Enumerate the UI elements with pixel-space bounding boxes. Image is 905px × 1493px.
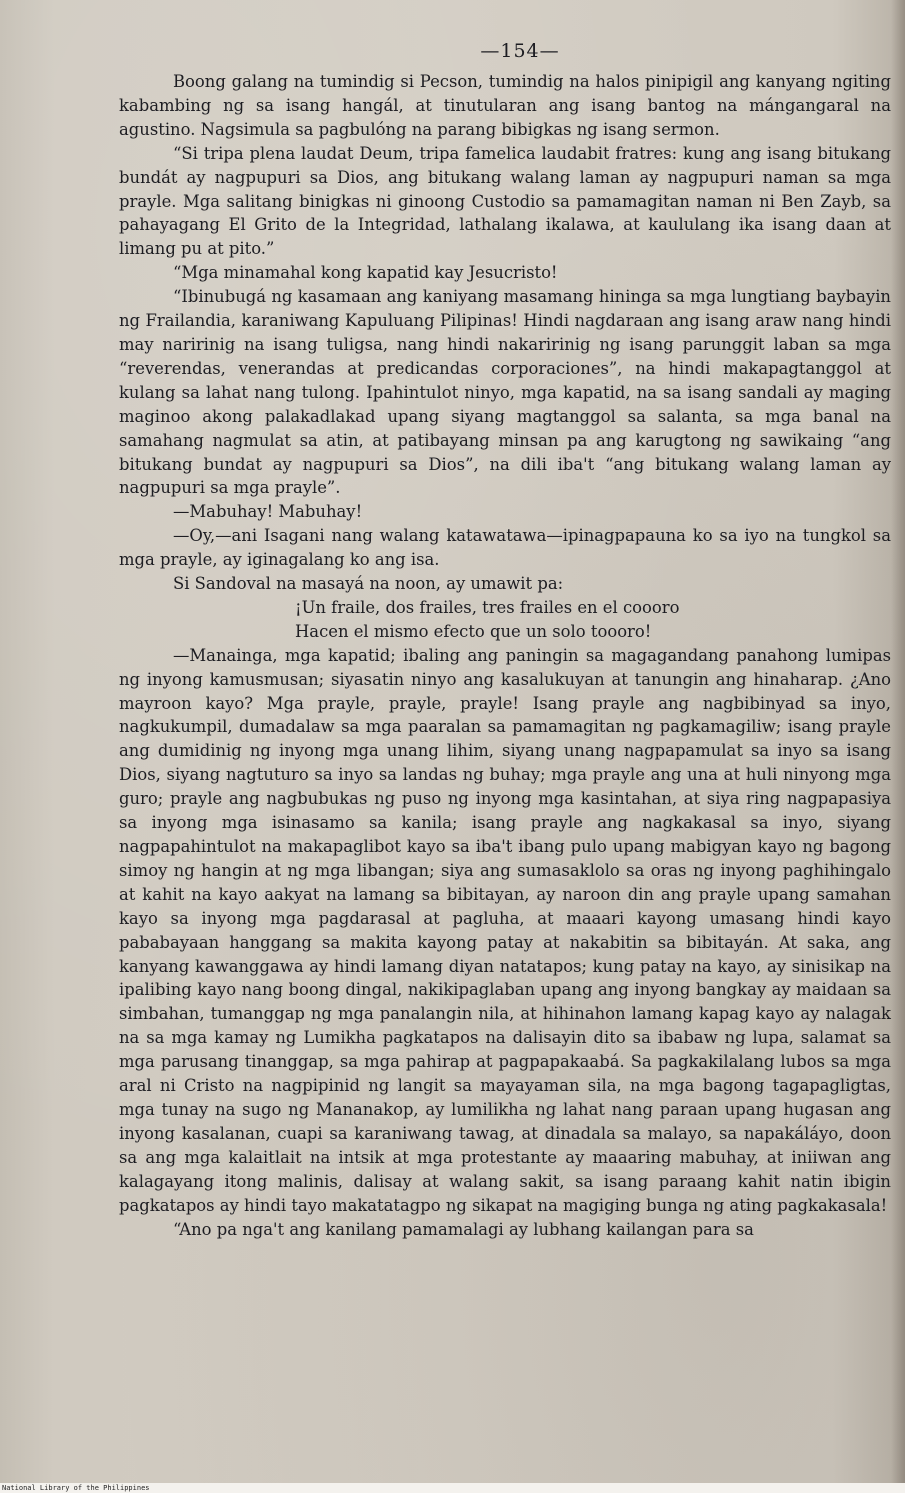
verse-line: ¡Un fraile, dos frailes, tres frailes en el coooro: [295, 597, 680, 617]
verse-line: Hacen el mismo efecto que un solo toooro!: [295, 621, 652, 641]
paragraph-salutation: “Mga minamahal kong kapatid kay Jesucristo!: [173, 263, 558, 283]
paragraph-tripa-plena: “Si tripa plena laudat Deum, tripa famelica laudabit fratres: kung ang isang bitukang bundát ay nagpupuri sa Dios, ang bitukang walang laman ay nagpupuri naman sa mga prayle. Mga salitang binigkas ni ginoong Custodio sa pamamagitan naman ni Ben Zayb, sa pahayagang El Grito de la Integridad, lathalang ikalawa, at kaululang ika isang daan at limang pu at pito.”: [119, 143, 891, 259]
paragraph-sandoval: Si Sandoval na masayá na noon, ay umawit pa:: [173, 574, 564, 594]
page-number: —154—: [480, 40, 560, 62]
paragraph-pecson-stands: Boong galang na tumindig si Pecson, tumindig na halos pinipigil ang kanyang ngiting kabambing ng sa isang hangál, at tinutularan ang isang bantog na mángangaral na agustino. Nagsimula sa pagbulóng na parang bibigkas ng isang sermon.: [119, 72, 891, 139]
paragraph-closing: “Ano pa nga't ang kanilang pamamalagi ay lubhang kailangan para sa: [173, 1219, 754, 1239]
paragraph-isagani: —Oy,—ani Isagani nang walang katawatawa—ipinagpapauna ko sa iyo na tungkol sa mga prayle, ay iginagalang ko ang isa.: [119, 526, 891, 570]
paragraph-frailandia: “Ibinubugá ng kasamaan ang kaniyang masamang hininga sa mga lungtiang baybayin ng Frailandia, karaniwang Kapuluang Pilipinas! Hindi nagdaraan ang isang araw nang hindi may naririnig na isang tuligsa, nang hindi nakaririnig ng isang parunggit laban sa mga “reverendas, venerandas at predicandas corporaciones”, na hindi makapagtanggol at kulang sa lahat nang tulong. Ipahintulot ninyo, mga kapatid, na sa isang sandali ay maging maginoo akong palakadlakad upang siyang magtanggol sa salanta, sa mga banal na samahang nagmulat sa atin, at patibayang minsan pa ang karugtong ng sawikaing “ang bitukang bundat ay nagpupuri sa Dios”, na dili iba't “ang bitukang walang laman ay nagpupuri sa mga prayle”.: [119, 287, 891, 498]
footer-credit: National Library of the Philippines: [2, 1484, 150, 1492]
body-text: [119, 70, 891, 1241]
paragraph-mabuhay: —Mabuhay! Mabuhay!: [173, 502, 363, 522]
paragraph-manainga: —Manainga, mga kapatid; ibaling ang paningin sa magagandang panahong lumipas ng inyong kamusmusan; siyasatin ninyo ang kasalukuyan at tanungin ang hinaharap. ¿Ano mayroon kayo? Mga prayle, prayle, prayle! Isang prayle ang nagbibinyad sa inyo, nagkukumpil, dumadalaw sa mga paaralan sa pamamagitan ng pagkamagiliw; isang prayle ang dumidinig ng inyong mga unang lihim, siyang unang nagpapamulat sa inyo sa isang Dios, siyang nagtuturo sa inyo sa landas ng buhay; mga prayle ang una at huli ninyong mga guro; prayle ang nagbubukas ng puso ng inyong mga kasintahan, at siya ring nagpapasiya sa inyong mga isinasamo sa kanila; isang prayle ang nagkakasal sa inyo, siyang nagpapahintulot na makapaglibot kayo sa iba't ibang pulo upang mabigyan kayo ng bagong simoy ng hangin at ng mga libangan; siya ang sumasaklolo sa oras ng inyong paghihingalo at kahit na kayo aakyat na lamang sa bibitayan, ay naroon din ang prayle upang samahan kayo sa inyong mga pagdarasal at pagluha, at maaari kayong umasang hindi kayo pababayaan hanggang sa makita kayong patay at nakabitin sa bibitayán. At saka, ang kanyang kawanggawa ay hindi lamang diyan natatapos; kung patay na kayo, ay sinisikap na ipalibing kayo nang boong dingal, nakikipaglaban upang ang inyong bangkay ay maidaan sa simbahan, tumanggap ng mga panalangin nila, at hihinahon lamang kapag kayo ay nalagak na sa mga kamay ng Lumikha pagkatapos na dalisayin dito sa ibabaw ng lupa, salamat sa mga parusang tinanggap, sa mga pahirap at pagpapakaabá. Sa pagkakilalang lubos sa mga aral ni Cristo na nagpipinid ng langit sa mayayaman sila, na mga bagong tagapagligtas, mga tunay na sugo ng Mananakop, ay lumilikha ng lahat nang paraan upang hugasan ang inyong kasalanan, cuapi sa karaniwang tawag, at dinadala sa malayo, sa napakáláyo, doon sa ang mga kalaitlait na intsik at mga protestante ay maaaring mabuhay, at iniiwan ang kalagayang itong malinis, dalisay at walang sakit, sa isang paraang kahit natin ibigin pagkatapos ay hindi tayo makatatagpo ng sikapat na magiging bunga ng ating pagkakasala!: [119, 645, 891, 1215]
page-edge-shadow: [891, 0, 905, 1493]
